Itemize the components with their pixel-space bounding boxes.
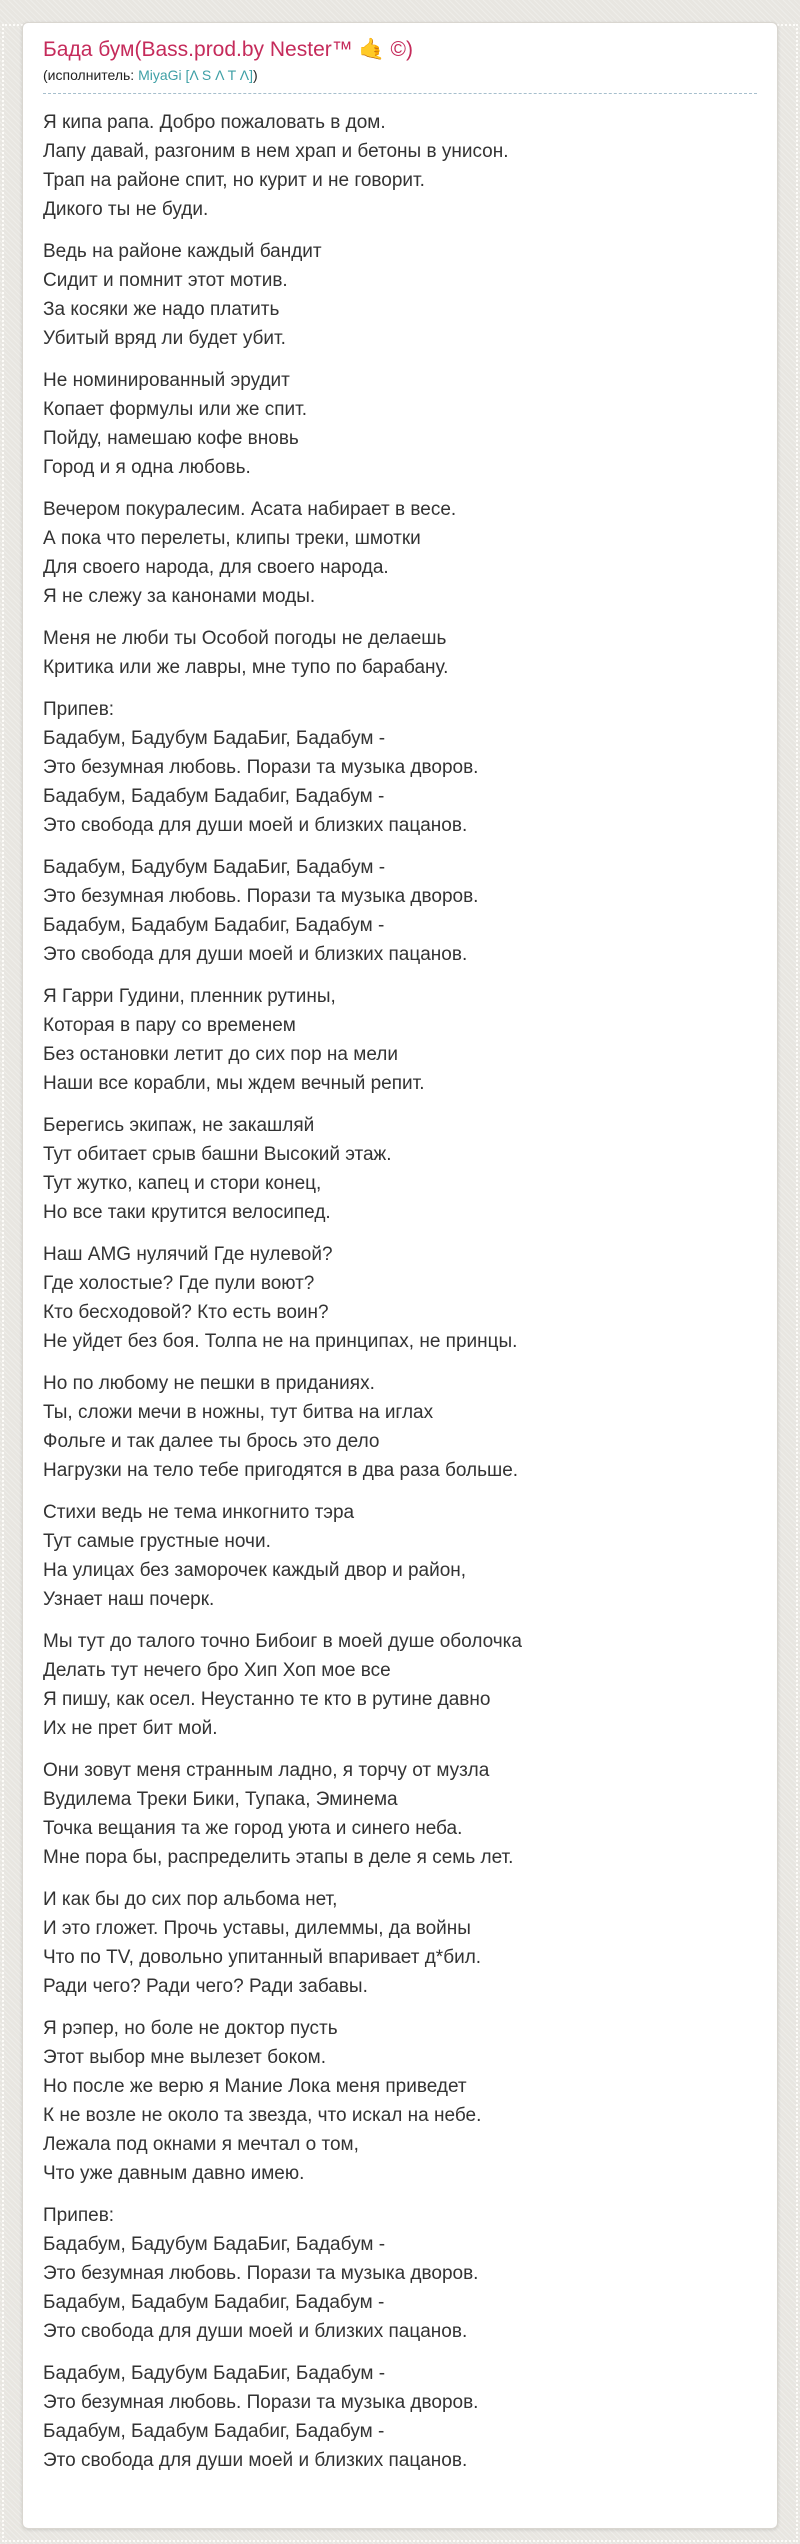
lyric-line: Точка вещания та же город уюта и синего неба. (43, 1818, 463, 1839)
lyric-line: Бадабум, Бадубум БадаБиг, Бадабум - (43, 2363, 386, 2384)
lyric-line: Это безумная любовь. Порази та музыка дворов. (43, 757, 479, 778)
lyric-line: Лежала под окнами я мечтал о том, (43, 2134, 359, 2155)
lyric-line: Припев: (43, 2205, 115, 2226)
lyric-line: За косяки же надо платить (43, 299, 280, 320)
lyrics-stanza (43, 1756, 757, 1872)
lyric-line: Вудилема Треки Бики, Тупака, Эминема (43, 1789, 398, 1810)
lyric-line: Что уже давным давно имею. (43, 2163, 305, 2184)
lyric-line: Бадабум, Бадубум БадаБиг, Бадабум - (43, 857, 386, 878)
song-header (43, 31, 757, 94)
artist-line (43, 65, 757, 94)
lyric-line: Для своего народа, для своего народа. (43, 557, 389, 578)
lyric-line: Ведь на районе каждый бандит (43, 241, 322, 262)
artist-label-suffix: ) (253, 67, 258, 83)
lyric-line: Это свобода для души моей и близких пацанов. (43, 815, 468, 836)
lyric-line: А пока что перелеты, клипы треки, шмотки (43, 528, 421, 549)
lyrics-stanza (43, 108, 757, 224)
lyric-line: Которая в пару со временем (43, 1015, 296, 1036)
lyrics-stanza (43, 1369, 757, 1485)
lyric-line: Тут жутко, капец и стори конец, (43, 1173, 322, 1194)
lyric-line: Берегись экипаж, не закашляй (43, 1115, 315, 1136)
song-title: Бада бум(Bass.prod.by Nester™ 🤙 ©) (43, 38, 414, 61)
lyric-line: Бадабум, Бадубум БадаБиг, Бадабум - (43, 728, 386, 749)
lyric-line: Не уйдет без боя. Толпа не на принципах, не принцы. (43, 1331, 518, 1352)
lyric-line: Бадабум, Бадабум Бадабиг, Бадабум - (43, 2292, 385, 2313)
lyric-line: Я кипа рапа. Добро пожаловать в дом. (43, 112, 386, 133)
lyric-line: Ради чего? Ради чего? Ради забавы. (43, 1976, 368, 1997)
lyric-line: Они зовут меня странным ладно, я торчу от музла (43, 1760, 490, 1781)
lyric-line: Убитый вряд ли будет убит. (43, 328, 286, 349)
lyric-line: Стихи ведь не тема инкогнито тэра (43, 1502, 355, 1523)
lyric-line: Это безумная любовь. Порази та музыка дворов. (43, 886, 479, 907)
lyrics-stanza (43, 366, 757, 482)
lyric-line: Не номинированный эрудит (43, 370, 290, 391)
lyric-line: Кто бесходовой? Кто есть воин? (43, 1302, 329, 1323)
lyric-line: Это свобода для души моей и близких пацанов. (43, 2321, 468, 2342)
lyrics-stanza (43, 982, 757, 1098)
lyrics-stanza (43, 1240, 757, 1356)
lyric-line: И как бы до сих пор альбома нет, (43, 1889, 338, 1910)
lyrics-stanza (43, 1498, 757, 1614)
lyric-line: Тут обитает срыв башни Высокий этаж. (43, 1144, 392, 1165)
lyric-line: Мы тут до талого точно Бибоиг в моей душе оболочка (43, 1631, 522, 1652)
lyric-line: Наши все корабли, мы ждем вечный репит. (43, 1073, 425, 1094)
lyric-line: И это гложет. Прочь уставы, дилеммы, да войны (43, 1918, 471, 1939)
lyric-line: Город и я одна любовь. (43, 457, 251, 478)
lyric-line: Припев: (43, 699, 115, 720)
lyric-line: Тут самые грустные ночи. (43, 1531, 271, 1552)
lyric-line: Я рэпер, но боле не доктор пусть (43, 2018, 338, 2039)
lyric-line: Пойду, намешаю кофе вновь (43, 428, 299, 449)
lyric-line: Бадабум, Бадабум Бадабиг, Бадабум - (43, 915, 385, 936)
lyric-line: Узнает наш почерк. (43, 1589, 215, 1610)
lyrics-stanza (43, 853, 757, 969)
lyric-line: К не возле не около та звезда, что искал на небе. (43, 2105, 482, 2126)
lyrics-stanza (43, 2201, 757, 2346)
lyric-line: Я пишу, как осел. Неустанно те кто в рутине давно (43, 1689, 491, 1710)
lyric-line: Это безумная любовь. Порази та музыка дворов. (43, 2392, 479, 2413)
lyrics-stanza (43, 2359, 757, 2475)
lyrics-stanza (43, 695, 757, 840)
page (0, 22, 800, 2544)
artist-link[interactable]: MiyaGi [Λ S Λ T Λ] (138, 67, 254, 83)
lyric-line: Этот выбор мне вылезет боком. (43, 2047, 327, 2068)
lyric-line: На улицах без заморочек каждый двор и район, (43, 1560, 467, 1581)
lyrics-card (22, 22, 778, 2529)
lyrics-stanza (43, 1885, 757, 2001)
lyric-line: Ты, сложи мечи в ножны, тут битва на иглах (43, 1402, 434, 1423)
lyric-line: Трап на районе спит, но курит и не говорит. (43, 170, 425, 191)
lyric-line: Фольге и так далее ты брось это дело (43, 1431, 380, 1452)
lyric-line: Их не прет бит мой. (43, 1718, 218, 1739)
lyric-line: Делать тут нечего бро Хип Хоп мое все (43, 1660, 391, 1681)
lyric-line: Бадабум, Бадубум БадаБиг, Бадабум - (43, 2234, 386, 2255)
lyrics-stanza (43, 2014, 757, 2188)
lyrics-stanza (43, 1627, 757, 1743)
lyric-line: Дикого ты не буди. (43, 199, 209, 220)
lyric-line: Но все таки крутится велосипед. (43, 1202, 331, 1223)
lyric-line: Сидит и помнит этот мотив. (43, 270, 288, 291)
lyric-line: Наш AMG нулячий Где нулевой? (43, 1244, 333, 1265)
lyric-line: Критика или же лавры, мне тупо по барабану. (43, 657, 449, 678)
lyric-line: Бадабум, Бадабум Бадабиг, Бадабум - (43, 2421, 385, 2442)
lyric-line: Но после же верю я Мание Лока меня приведет (43, 2076, 467, 2097)
lyric-line: Это свобода для души моей и близких пацанов. (43, 944, 468, 965)
lyrics-stanza (43, 237, 757, 353)
lyric-line: Я Гарри Гудини, пленник рутины, (43, 986, 336, 1007)
lyrics-stanza (43, 1111, 757, 1227)
lyric-line: Бадабум, Бадабум Бадабиг, Бадабум - (43, 786, 385, 807)
lyric-line: Но по любому не пешки в приданиях. (43, 1373, 375, 1394)
lyrics-stanza (43, 624, 757, 682)
lyric-line: Без остановки летит до сих пор на мели (43, 1044, 398, 1065)
lyric-line: Копает формулы или же спит. (43, 399, 307, 420)
lyric-line: Я не слежу за канонами моды. (43, 586, 316, 607)
lyric-line: Вечером покуралесим. Асата набирает в весе. (43, 499, 457, 520)
lyric-line: Это свобода для души моей и близких пацанов. (43, 2450, 468, 2471)
lyric-line: Это безумная любовь. Порази та музыка дворов. (43, 2263, 479, 2284)
lyric-line: Где холостые? Где пули воют? (43, 1273, 315, 1294)
lyric-line: Лапу давай, разгоним в нем храп и бетоны в унисон. (43, 141, 509, 162)
artist-label-prefix: (исполнитель: (43, 67, 139, 83)
lyric-line: Мне пора бы, распределить этапы в деле я семь лет. (43, 1847, 514, 1868)
lyric-line: Меня не люби ты Особой погоды не делаешь (43, 628, 447, 649)
lyric-line: Нагрузки на тело тебе пригодятся в два раза больше. (43, 1460, 519, 1481)
lyrics-stanza (43, 495, 757, 611)
lyric-line: Что по TV, довольно упитанный впаривает д*бил. (43, 1947, 482, 1968)
lyrics (43, 108, 757, 2475)
